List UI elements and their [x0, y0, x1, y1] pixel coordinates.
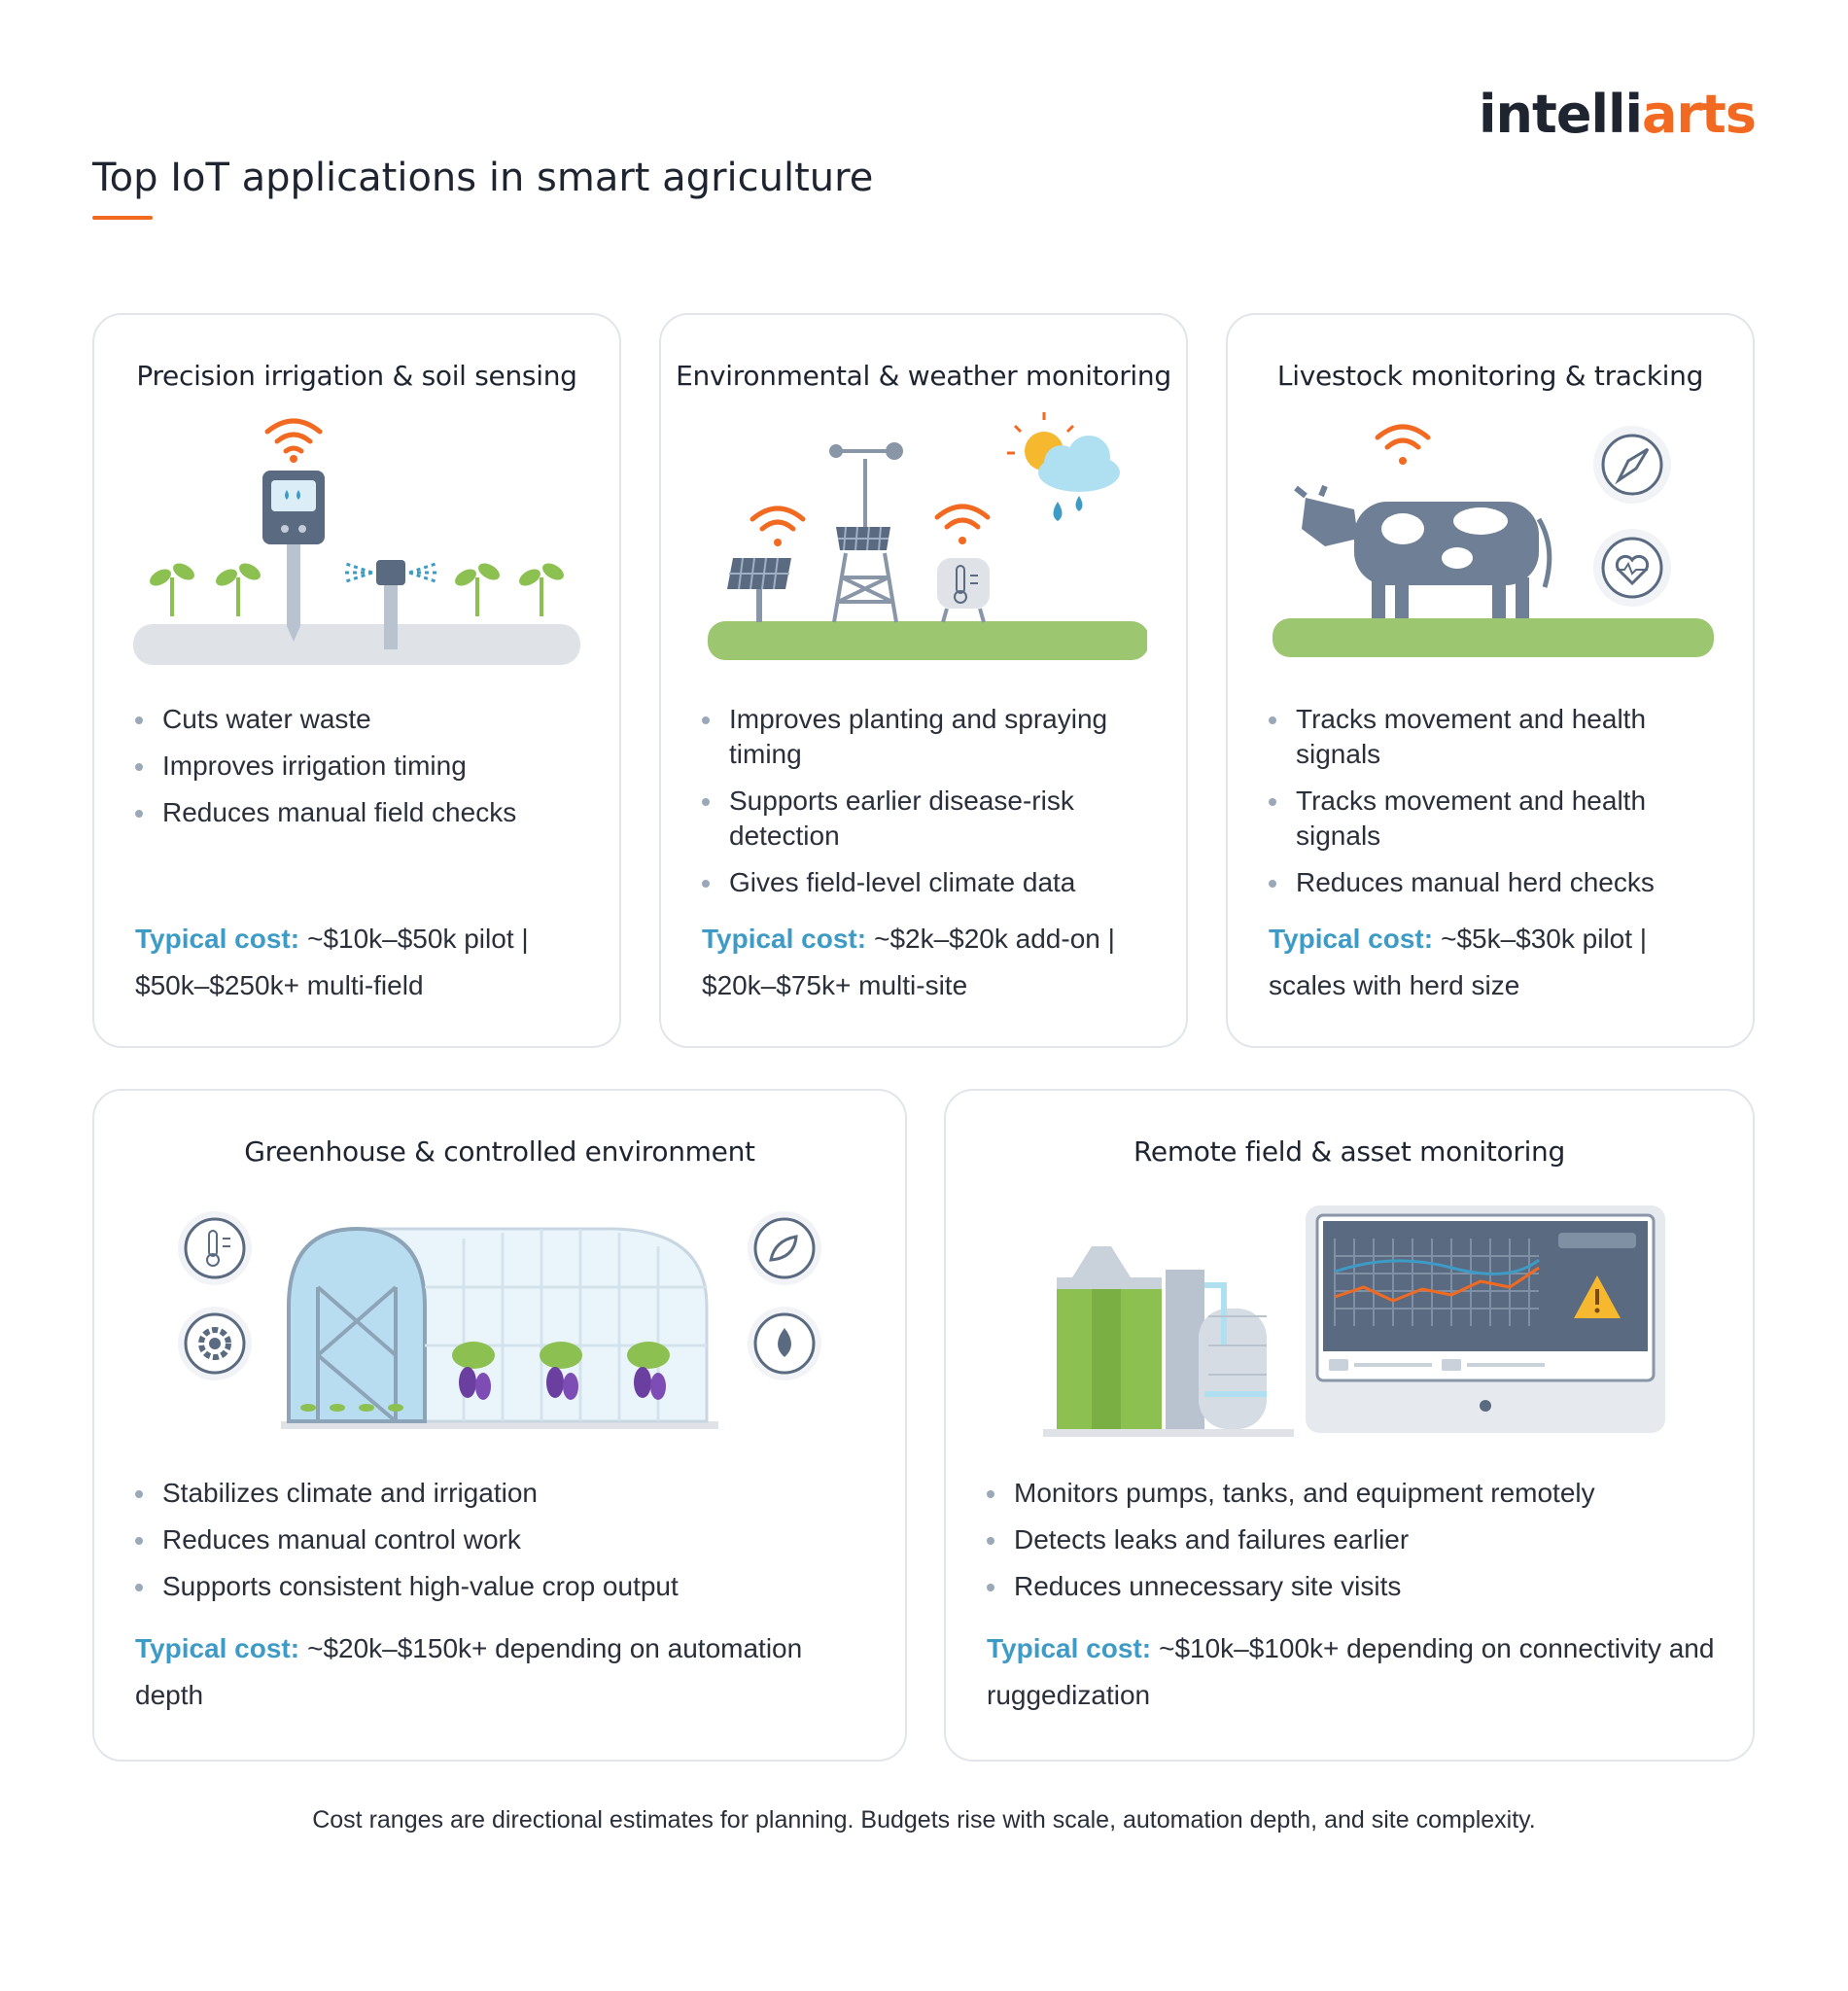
- benefits-list: [702, 702, 1159, 912]
- tank-icon: [1057, 1246, 1162, 1429]
- list-item: Reduces manual herd checks: [1269, 865, 1726, 900]
- greenhouse-icon: [281, 1229, 718, 1429]
- cost-block: [987, 1625, 1726, 1719]
- card-livestock: [1226, 313, 1755, 1048]
- cost-block: [135, 916, 573, 1009]
- cost-value: ~$10k–$100k+ depending on connectivity and ruggedization: [987, 1633, 1715, 1710]
- list-item: Tracks movement and health signals: [1269, 784, 1726, 854]
- irrigation-illustration: [133, 412, 580, 665]
- list-item: Tracks movement and health signals: [1269, 702, 1726, 772]
- cost-label: Typical cost:: [702, 924, 867, 954]
- solar-panel-icon: [727, 558, 791, 622]
- rain-drop-icon: [1054, 496, 1083, 521]
- list-item: Reduces manual control work: [135, 1522, 874, 1557]
- wifi-icon: [267, 421, 320, 463]
- logo-text-main: intelli: [1479, 84, 1642, 145]
- list-item: Monitors pumps, tanks, and equipment remotely: [987, 1476, 1726, 1511]
- cost-value: ~$2k–$20k add-on | $20k–$75k+ multi-site: [702, 924, 1115, 1000]
- cost-block: [1269, 916, 1706, 1009]
- card-title: Livestock monitoring & tracking: [1276, 360, 1704, 392]
- cost-label: Typical cost:: [135, 924, 300, 954]
- benefits-list: [135, 1476, 874, 1616]
- livestock-illustration: [1267, 412, 1714, 665]
- weather-station-icon: [829, 442, 903, 622]
- cost-label: Typical cost:: [135, 1633, 300, 1663]
- card-precision-irrigation: [92, 313, 621, 1048]
- cost-value: ~$20k–$150k+ depending on automation depth: [135, 1633, 803, 1710]
- remote-monitoring-illustration: [1014, 1200, 1694, 1443]
- list-item: Detects leaks and failures earlier: [987, 1522, 1726, 1557]
- page-title: Top IoT applications in smart agriculture: [92, 156, 874, 200]
- water-drop-icon: [748, 1307, 821, 1380]
- list-item: Improves planting and spraying timing: [702, 702, 1159, 772]
- sun-cloud-icon: [1007, 412, 1120, 492]
- cost-block: [135, 1625, 874, 1719]
- cost-value: ~$5k–$30k pilot | scales with herd size: [1269, 924, 1648, 1000]
- list-item: Cuts water waste: [135, 702, 592, 737]
- gear-icon: [178, 1307, 252, 1380]
- thermometer-icon: [937, 558, 990, 622]
- wifi-icon: [937, 506, 988, 544]
- cow-icon: [1296, 486, 1550, 618]
- benefits-list: [1269, 702, 1726, 912]
- list-item: Gives field-level climate data: [702, 865, 1159, 900]
- card-remote-field: [944, 1089, 1755, 1762]
- list-item: Reduces manual field checks: [135, 795, 592, 830]
- title-underline: [92, 216, 153, 220]
- card-environmental-weather: [659, 313, 1188, 1048]
- soil-sensor-icon: [262, 471, 325, 642]
- list-item: Stabilizes climate and irrigation: [135, 1476, 874, 1511]
- heart-rate-icon: [1593, 529, 1671, 607]
- field-ground: [708, 621, 1147, 660]
- soil-ground: [133, 624, 580, 665]
- thermometer-icon: [178, 1211, 252, 1285]
- greenhouse-illustration: [162, 1200, 843, 1443]
- brand-logo: [1479, 84, 1756, 145]
- logo-text-accent: arts: [1641, 84, 1756, 145]
- leaf-icon: [748, 1211, 821, 1285]
- pump-icon: [1166, 1270, 1267, 1429]
- card-title: Environmental & weather monitoring: [676, 360, 1171, 392]
- cost-block: [702, 916, 1139, 1009]
- wifi-icon: [1377, 427, 1428, 465]
- benefits-list: [987, 1476, 1726, 1616]
- monitor-icon: [1306, 1205, 1665, 1433]
- compass-icon: [1593, 426, 1671, 504]
- benefits-list: [135, 702, 592, 842]
- weather-illustration: [700, 412, 1147, 665]
- list-item: Reduces unnecessary site visits: [987, 1569, 1726, 1604]
- pasture-ground: [1273, 618, 1714, 657]
- cost-label: Typical cost:: [1269, 924, 1434, 954]
- card-greenhouse: [92, 1089, 907, 1762]
- list-item: Supports consistent high-value crop output: [135, 1569, 874, 1604]
- list-item: Improves irrigation timing: [135, 749, 592, 784]
- footnote: Cost ranges are directional estimates for planning. Budgets rise with scale, automation depth, and site complexity.: [312, 1806, 1536, 1834]
- cost-value: ~$10k–$50k pilot | $50k–$250k+ multi-field: [135, 924, 529, 1000]
- wifi-icon: [752, 508, 803, 546]
- card-title: Greenhouse & controlled environment: [244, 1135, 755, 1168]
- cost-label: Typical cost:: [987, 1633, 1152, 1663]
- list-item: Supports earlier disease-risk detection: [702, 784, 1159, 854]
- card-title: Remote field & asset monitoring: [1133, 1135, 1565, 1168]
- card-title: Precision irrigation & soil sensing: [136, 360, 577, 392]
